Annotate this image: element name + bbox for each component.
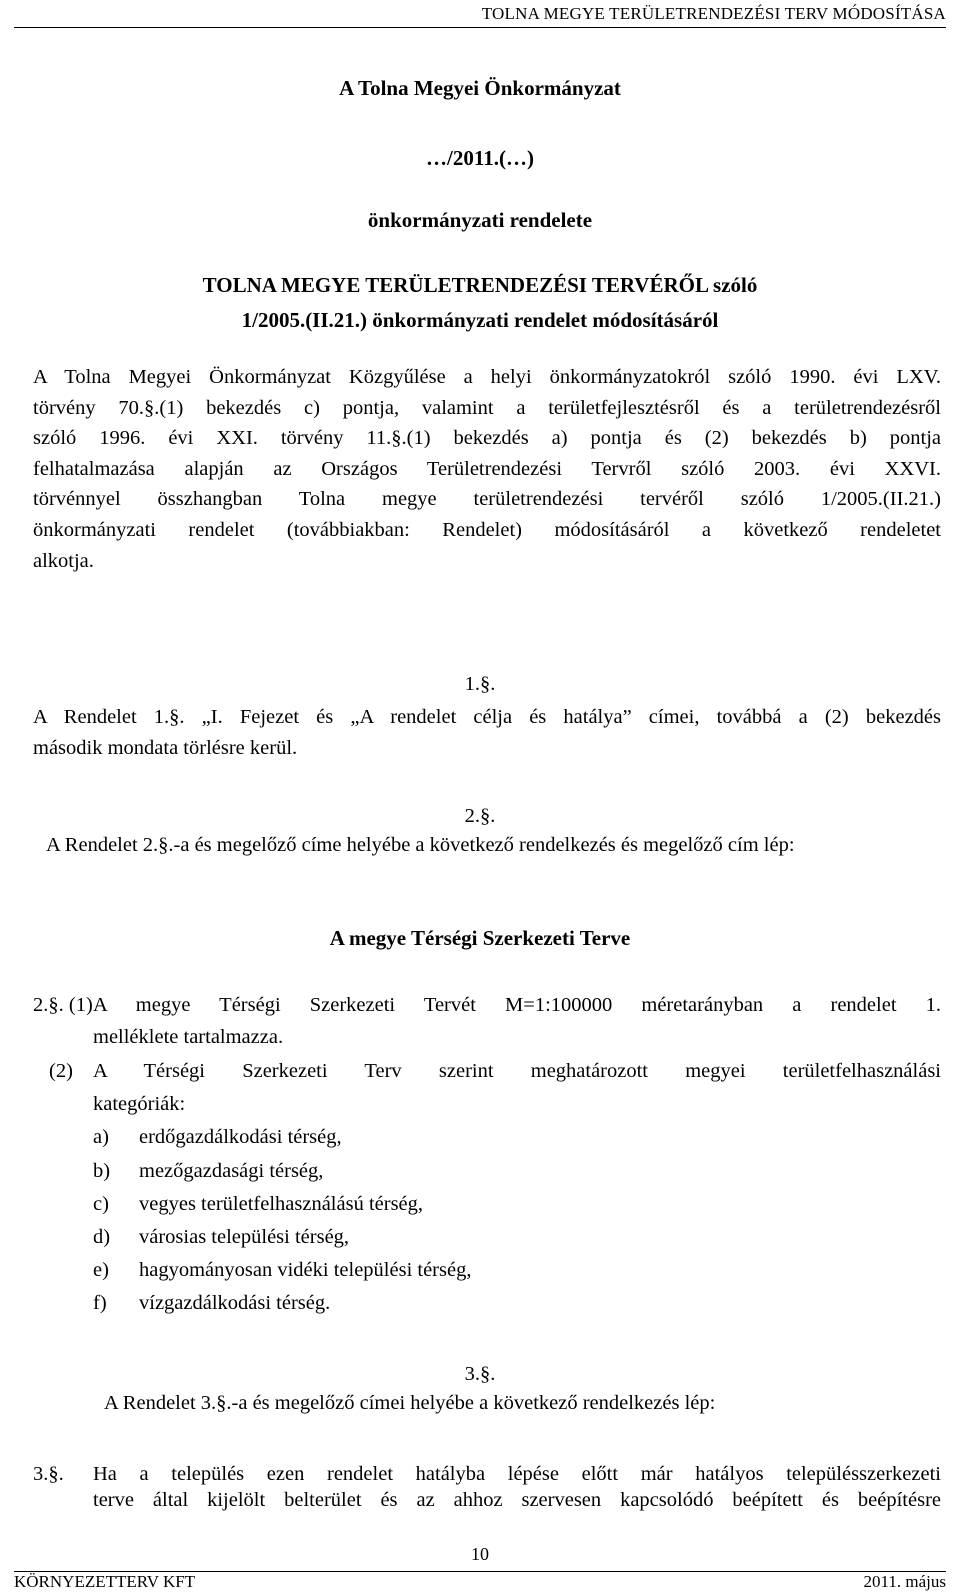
paragraph-line: Ha a település ezen rendelet hatályba lépése előtt már hatályos településszerkezeti (93, 1463, 941, 1485)
list-item: hagyományosan vidéki települési térség, (139, 1259, 472, 1281)
paragraph-2-2-number: (2) (49, 1060, 73, 1082)
paragraph-line: melléklete tartalmazza. (93, 1026, 284, 1048)
preamble-line: felhatalmazása alapján az Országos Területrendezési Tervről szóló 2003. évi XXVI. (33, 457, 941, 480)
preamble-line: törvénnyel összhangban Tolna megye területrendezési tervéről szóló 1/2005.(II.21.) (33, 488, 941, 511)
section-1-number: 1.§. (464, 673, 496, 695)
title-subject: TOLNA MEGYE TERÜLETRENDEZÉSI TERVÉRŐL szóló (202, 273, 758, 297)
list-item: vízgazdálkodási térség. (139, 1292, 331, 1314)
preamble-line: A Tolna Megyei Önkormányzat Közgyűlése a helyi önkormányzatokról szóló 1990. évi LXV. (33, 366, 941, 388)
paragraph-line: A megye Térségi Szerkezeti Tervét M=1:100000 méretarányban a rendelet 1. (93, 994, 941, 1016)
list-item: városias települési térség, (139, 1226, 350, 1248)
paragraph-3-text (93, 1463, 941, 1512)
list-item-letter: b) (93, 1160, 111, 1182)
list-item-letter: a) (93, 1126, 109, 1148)
paragraph-2-1-number: 2.§. (1) (33, 994, 93, 1016)
title-amendment: 1/2005.(II.21.) önkormányzati rendelet módosításáról (241, 308, 719, 332)
section-2-number: 2.§. (464, 805, 496, 827)
running-header: TOLNA MEGYE TERÜLETRENDEZÉSI TERV MÓDOSÍTÁSA (14, 4, 946, 28)
list-item-letter: c) (93, 1193, 109, 1215)
paragraph-line: terve által kijelölt belterület és az ahhoz szervesen kapcsolódó beépített és beépítésre (93, 1489, 941, 1511)
section-2-subtitle: A megye Térségi Szerkezeti Terve (329, 926, 631, 950)
list-item-letter: d) (93, 1226, 111, 1248)
paragraph-2-1-text (93, 994, 941, 1017)
list-item: mezőgazdasági térség, (139, 1160, 324, 1182)
section-2-intro: A Rendelet 2.§.-a és megelőző címe helyébe a következő rendelkezés és megelőző cím lép: (46, 834, 795, 856)
preamble-paragraph (33, 362, 941, 576)
section-line: A Rendelet 1.§. „I. Fejezet és „A rendelet célja és hatálya” címei, továbbá a (2) bekezdés (33, 706, 941, 728)
paragraph-3-number: 3.§. (33, 1463, 64, 1485)
section-3-number: 3.§. (464, 1363, 496, 1385)
list-item-letter: e) (93, 1259, 109, 1281)
footer-company: KÖRNYEZETTERV KFT (14, 1572, 196, 1591)
list-item-letter: f) (93, 1292, 107, 1314)
paragraph-2-2-text (93, 1060, 941, 1083)
preamble-line: önkormányzati rendelet (továbbiakban: Rendelet) módosításáról a következő rendeletet (33, 518, 941, 541)
page-number: 10 (471, 1544, 489, 1564)
list-item: vegyes területfelhasználású térség, (139, 1193, 424, 1215)
title-number: …/2011.(…) (426, 146, 534, 170)
title-issuer: A Tolna Megyei Önkormányzat (339, 76, 621, 100)
footer-date: 2011. május (863, 1572, 946, 1591)
paragraph-line: A Térségi Szerkezeti Terv szerint meghatározott megyei területfelhasználási (93, 1060, 941, 1082)
preamble-line: alkotja. (33, 549, 94, 572)
section-1-text (33, 702, 941, 763)
preamble-line: törvény 70.§.(1) bekezdés c) pontja, valamint a területfejlesztésről és a területrendezésről (33, 396, 941, 419)
preamble-line: szóló 1996. évi XXI. törvény 11.§.(1) bekezdés a) pontja és (2) bekezdés b) pontja (33, 427, 941, 450)
section-line: második mondata törlésre kerül. (33, 736, 298, 759)
section-3-intro: A Rendelet 3.§.-a és megelőző címei helyébe a következő rendelkezés lép: (104, 1392, 716, 1414)
paragraph-line: kategóriák: (93, 1093, 186, 1115)
title-type: önkormányzati rendelete (367, 208, 593, 232)
list-item: erdőgazdálkodási térség, (139, 1126, 342, 1148)
